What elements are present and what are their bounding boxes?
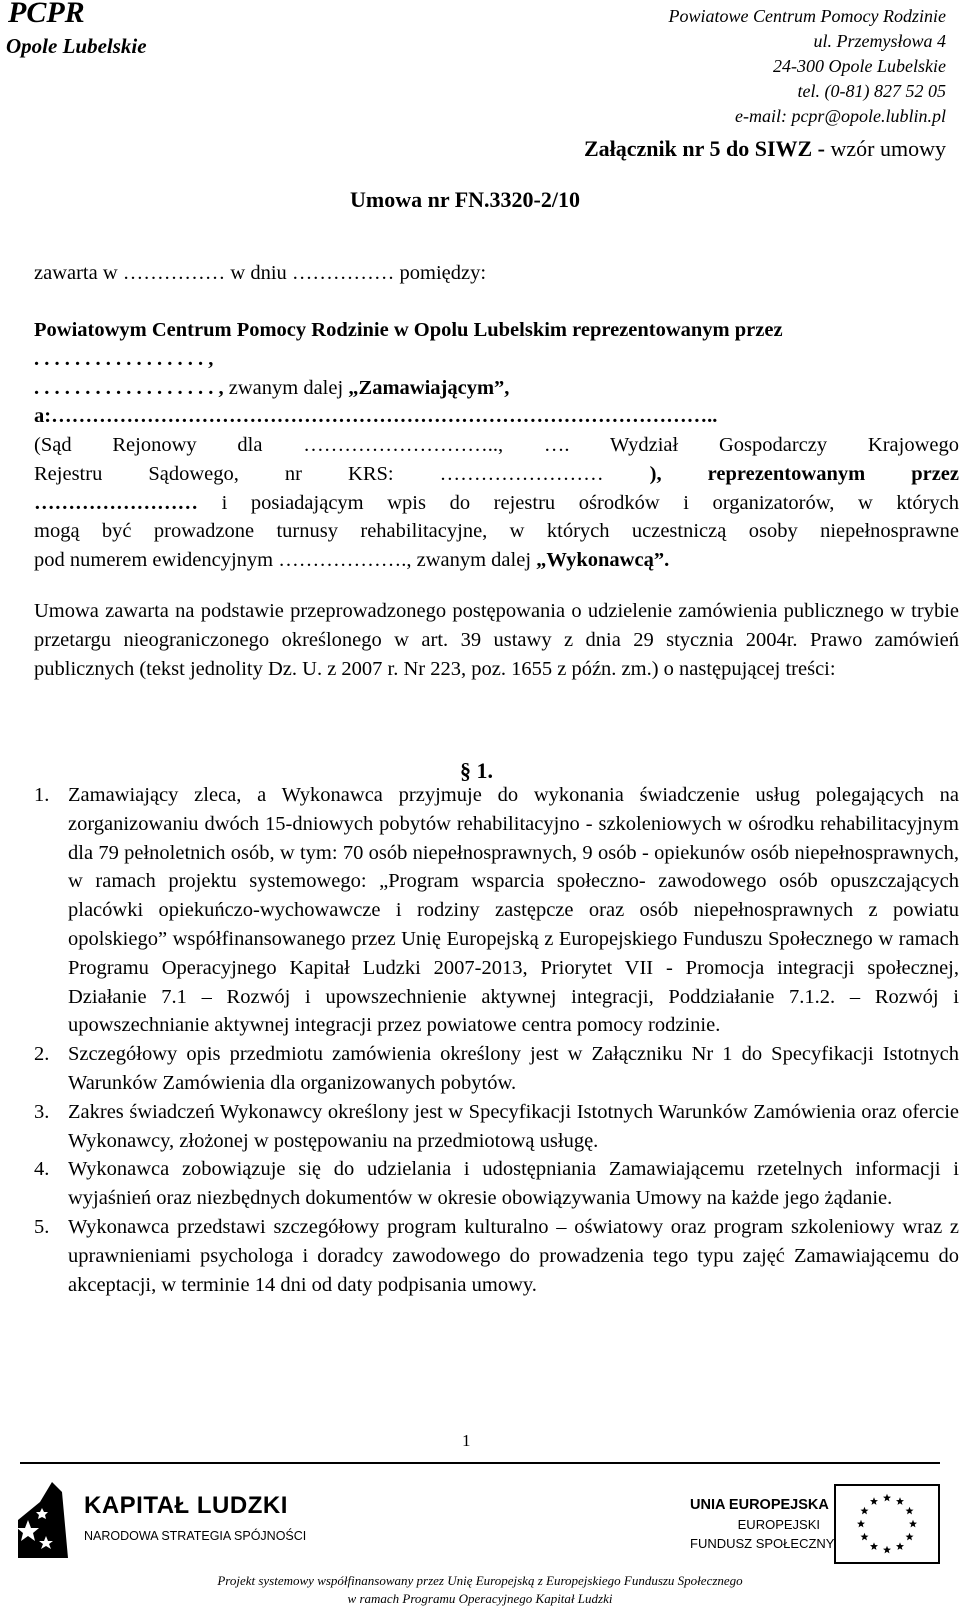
- kapital-ludzki-logo-icon: [12, 1480, 74, 1562]
- footer-note: [0, 1572, 960, 1608]
- party1-dots: . . . . . . . . . . . . . . . . . . ,: [34, 376, 229, 399]
- contract-title: Umowa nr FN.3320-2/10: [350, 187, 580, 212]
- attachment-label-rest: wzór umowy: [825, 136, 946, 161]
- eu-union-label: UNIA EUROPEJSKA: [690, 1497, 829, 1513]
- city-name: Opole Lubelskie: [6, 34, 147, 58]
- party2-intro: a:……………………………………………………………………………………..: [34, 405, 718, 428]
- party1-rep-dots: . . . . . . . . . . . . . . . . . ,: [34, 347, 214, 370]
- party2-line5: [34, 546, 959, 575]
- list-item-number: 4.: [34, 1158, 50, 1181]
- party1-alias: [34, 374, 959, 403]
- org-email: e-mail: pcpr@opole.lublin.pl: [734, 106, 946, 126]
- list-item-text: Wykonawca zobowiązuje się do udzielania i udostępniania Zamawiającemu rzetelnych informacji i wyjaśnień oraz niezbędnych dokumentów w okresie obowiązywania Umowy na każde jego żądanie.: [68, 1158, 959, 1210]
- party2-registry: i posiadającym wpis do rejestru ośrodków i organizatorów, w których: [221, 491, 959, 514]
- list-item: [34, 1213, 959, 1299]
- party2-line4: mogą być prowadzone turnusy rehabilitacyjne, w których uczestniczą osoby niepełnosprawne: [34, 520, 959, 543]
- org-postal: 24-300 Opole Lubelskie: [773, 56, 946, 76]
- org-phone: tel. (0-81) 827 52 05: [797, 81, 946, 101]
- attachment-label: [584, 136, 946, 162]
- party1-block: [34, 316, 959, 431]
- list-item-number: 2.: [34, 1043, 50, 1066]
- org-street: ul. Przemysłowa 4: [813, 31, 946, 51]
- intro-concluded-line: zawarta w …………… w dniu …………… pomiędzy:: [34, 262, 487, 284]
- list-item-number: 3.: [34, 1100, 50, 1123]
- list-item-text: Szczegółowy opis przedmiotu zamówienia określony jest w Załączniku Nr 1 do Specyfikacji Istotnych Warunków Zamówienia dla organizowanych pobytów.: [68, 1043, 959, 1094]
- list-item-number: 1.: [34, 784, 50, 806]
- list-item: [34, 781, 959, 1040]
- list-item: [34, 1098, 959, 1156]
- logo-text: PCPR: [8, 0, 85, 29]
- party1-alias-text: zwanym dalej: [228, 376, 349, 399]
- eu-social-fund-label: FUNDUSZ SPOŁECZNY: [690, 1536, 835, 1551]
- party2-line3: [34, 489, 959, 518]
- kapital-ludzki-subtitle: NARODOWA STRATEGIA SPÓJNOŚCI: [84, 1529, 307, 1543]
- party2-alias-name: „Wykonawcą”.: [536, 549, 670, 572]
- attachment-label-bold: Załącznik nr 5 do SIWZ -: [583, 136, 826, 161]
- list-item: [34, 1155, 959, 1213]
- footer-note-line1: Projekt systemowy współfinansowany przez Unię Europejską z Europejskiego Funduszu Społecznego: [217, 1573, 743, 1588]
- intro-line: [34, 259, 959, 288]
- eu-fund-label: [690, 1496, 835, 1553]
- clause-list: [34, 781, 959, 1299]
- party1-alias-name: „Zamawiającym”,: [348, 376, 510, 399]
- party2-represented: ), reprezentowanym przez: [649, 462, 960, 485]
- list-item-number: 5.: [34, 1215, 50, 1238]
- list-item: [34, 1040, 959, 1098]
- party2-evidence: pod numerem ewidencyjnym ………………., zwanym dalej: [34, 549, 537, 572]
- kapital-ludzki-title: KAPITAŁ LUDZKI: [84, 1492, 288, 1519]
- organization-address: [669, 4, 946, 129]
- footer-note-line2: w ramach Programu Operacyjnego Kapitał Ludzki: [347, 1591, 613, 1606]
- list-item-text: Wykonawca przedstawi szczegółowy program kulturalno – oświatowy oraz program szkoleniowy wraz z uprawnieniami psychologa i doradcy zawodowego do prowadzenia tego typu zajęć Zamawiającemu do akceptacji, w terminie 14 dni od daty podpisania umowy.: [68, 1215, 959, 1296]
- party2-line1: (Sąd Rejonowy dla ……………………….., …. Wydział Gospodarczy Krajowego: [34, 434, 959, 456]
- footer-divider: [20, 1462, 940, 1464]
- party2-block: [34, 431, 959, 575]
- list-item-text: Zamawiający zleca, a Wykonawca przyjmuje do wykonania świadczenie usług polegających na zorganizowaniu dwóch 15-dniowych pobytów rehabilitacyjno - szkoleniowych w ośrodku rehabilitacyjnym dla 79 pełnoletnich osób, w tym: 70 osób niepełnosprawnych, 9 osób - opiekunów osób niepełnosprawnych, w ramach projektu systemowego: „Program wsparcia społeczno- zawodowego osób opuszczających placówki opiekuńczo-wychowawcze i rodziny zastępcze oraz osób niepełnosprawnych z powiatu opolskiego” współfinansowanego przez Unię Europejską z Europejskiego Funduszu Społecznego w ramach Programu Operacyjnego Kapitał Ludzki 2007-2013, Priorytet VII - Promocja integracji społecznej, Działanie 7.1 – Rozwój i upowszechnienie aktywnej integracji, Poddziałanie 7.1.2. – Rozwój i upowszechnianie aktywnej integracji przez powiatowe centra pomocy rodzinie.: [68, 784, 959, 1037]
- list-item-text: Zakres świadczeń Wykonawcy określony jest w Specyfikacji Istotnych Warunków Zamówienia oraz ofercie Wykonawcy, złożonej w postępowaniu na przedmiotową usługę.: [68, 1100, 959, 1152]
- party1-name: Powiatowym Centrum Pomocy Rodzinie w Opolu Lubelskim reprezentowanym przez: [34, 319, 783, 341]
- section-heading: § 1.: [460, 758, 493, 783]
- eu-flag-icon: [834, 1484, 940, 1564]
- eu-european-label: EUROPEJSKI: [737, 1517, 820, 1532]
- page-number: 1: [462, 1431, 471, 1450]
- org-name: Powiatowe Centrum Pomocy Rodzinie: [668, 6, 946, 26]
- party2-krs: Rejestru Sądowego, nr KRS: ……………………: [34, 462, 650, 485]
- party2-rep-dots: ……………………: [34, 491, 222, 514]
- contract-basis: Umowa zawarta na podstawie przeprowadzonego postępowania o udzielenie zamówienia publicznego w trybie przetargu nieograniczonego określonego w art. 39 ustawy z dnia 29 stycznia 2004r. Prawo zamówień publicznych (tekst jednolity Dz. U. z 2007 r. Nr 223, poz. 1655 z późn. zm.) o następującej treści:: [34, 600, 959, 680]
- party2-line2: [34, 460, 959, 489]
